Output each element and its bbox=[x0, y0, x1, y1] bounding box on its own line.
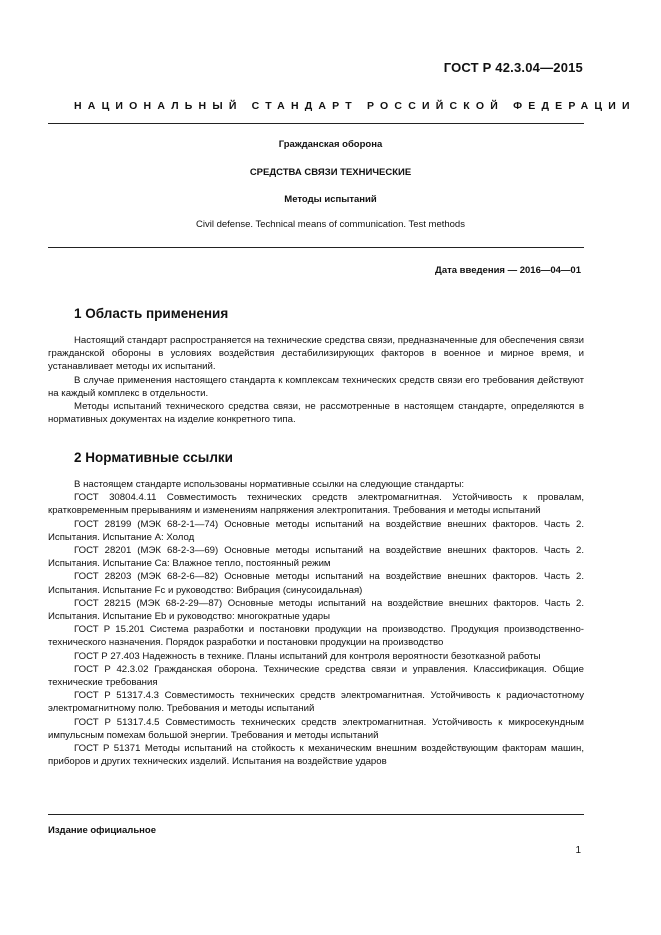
normative-reference: ГОСТ 28203 (МЭК 68-2-6—82) Основные методы испытаний на воздействие внешних факторов. Часть 2. Испытания. Испытание Fc и руководство: Вибрация (синусоидальная) bbox=[48, 571, 584, 596]
standard-title: СРЕДСТВА СВЯЗИ ТЕХНИЧЕСКИЕ bbox=[249, 167, 412, 178]
section-1-paragraph: Настоящий стандарт распространяется на технические средства связи, предназначенные для обеспечения связи гражданской обороны в условиях воздействия дестабилизирующих факторов в военное и мирное время, и устанавливает методы их испытаний. bbox=[48, 335, 584, 373]
section-2-body bbox=[48, 478, 584, 768]
introduction-date: Дата введения — 2016—04—01 bbox=[435, 265, 581, 276]
document-number: ГОСТ Р 42.3.04—2015 bbox=[443, 60, 583, 75]
header-divider bbox=[48, 123, 584, 124]
normative-reference: ГОСТ Р 15.201 Система разработки и постановки продукции на производство. Продукция производственно-технического назначения. Порядок разработки и постановки продукции на производство bbox=[48, 624, 584, 649]
title-divider bbox=[48, 247, 584, 248]
section-2-heading: 2 Нормативные ссылки bbox=[74, 450, 233, 465]
section-1-heading: 1 Область применения bbox=[74, 306, 229, 321]
section-1-paragraph: Методы испытаний технического средства связи, не рассмотренные в настоящем стандарте, определяются в нормативных документах на изделие конкретного типа. bbox=[48, 401, 584, 426]
normative-reference: ГОСТ 28201 (МЭК 68-2-3—69) Основные методы испытаний на воздействие внешних факторов. Часть 2. Испытания. Испытание Са: Влажное тепло, постоянный режим bbox=[48, 545, 584, 570]
standard-category: Гражданская оборона bbox=[278, 139, 383, 150]
footer-divider bbox=[48, 814, 584, 815]
normative-reference: ГОСТ 28199 (МЭК 68-2-1—74) Основные методы испытаний на воздействие внешних факторов. Часть 2. Испытания. Испытание А: Холод bbox=[48, 518, 584, 543]
normative-reference: ГОСТ Р 51317.4.5 Совместимость технических средств электромагнитная. Устойчивость к микросекундным импульсным помехам большой энергии. Требования и методы испытаний bbox=[48, 716, 584, 741]
normative-reference: ГОСТ Р 51371 Методы испытаний на стойкость к механическим внешним воздействующим факторам машин, приборов и других технических изделий. Испытания на воздействие ударов bbox=[48, 743, 584, 768]
normative-reference: ГОСТ Р 42.3.02 Гражданская оборона. Технические средства связи и управления. Классификация. Общие технические требования bbox=[48, 663, 584, 689]
page-number: 1 bbox=[575, 845, 581, 856]
normative-reference: ГОСТ 28215 (МЭК 68-2-29—87) Основные методы испытаний на воздействие внешних факторов. Часть 2. Испытания. Испытание Eb и руководство: многократные удары bbox=[48, 597, 584, 623]
normative-reference: В настоящем стандарте использованы нормативные ссылки на следующие стандарты: bbox=[74, 479, 465, 490]
english-title: Civil defense. Technical means of communication. Test methods bbox=[196, 219, 465, 230]
normative-reference: ГОСТ Р 51317.4.3 Совместимость технических средств электромагнитная. Устойчивость к радиочастотному электромагнитному полю. Требования и методы испытаний bbox=[48, 690, 584, 715]
standard-subtitle: Методы испытаний bbox=[284, 194, 377, 205]
normative-reference: ГОСТ 30804.4.11 Совместимость технических средств электромагнитная. Устойчивость к провалам, кратковременным прерываниям и изменениям напряжения электропитания. Требования и методы испытаний bbox=[48, 492, 584, 517]
normative-reference: ГОСТ Р 27.403 Надежность в технике. Планы испытаний для контроля вероятности безотказной работы bbox=[74, 650, 541, 662]
section-1-paragraph: В случае применения настоящего стандарта к комплексам технических средств связи его требования действуют на каждый комплекс в отдельности. bbox=[48, 374, 584, 399]
national-standard-heading: НАЦИОНАЛЬНЫЙ СТАНДАРТ РОССИЙСКОЙ ФЕДЕРАЦИИ bbox=[74, 100, 636, 112]
section-1-body bbox=[48, 334, 584, 426]
official-edition-label: Издание официальное bbox=[48, 825, 156, 836]
